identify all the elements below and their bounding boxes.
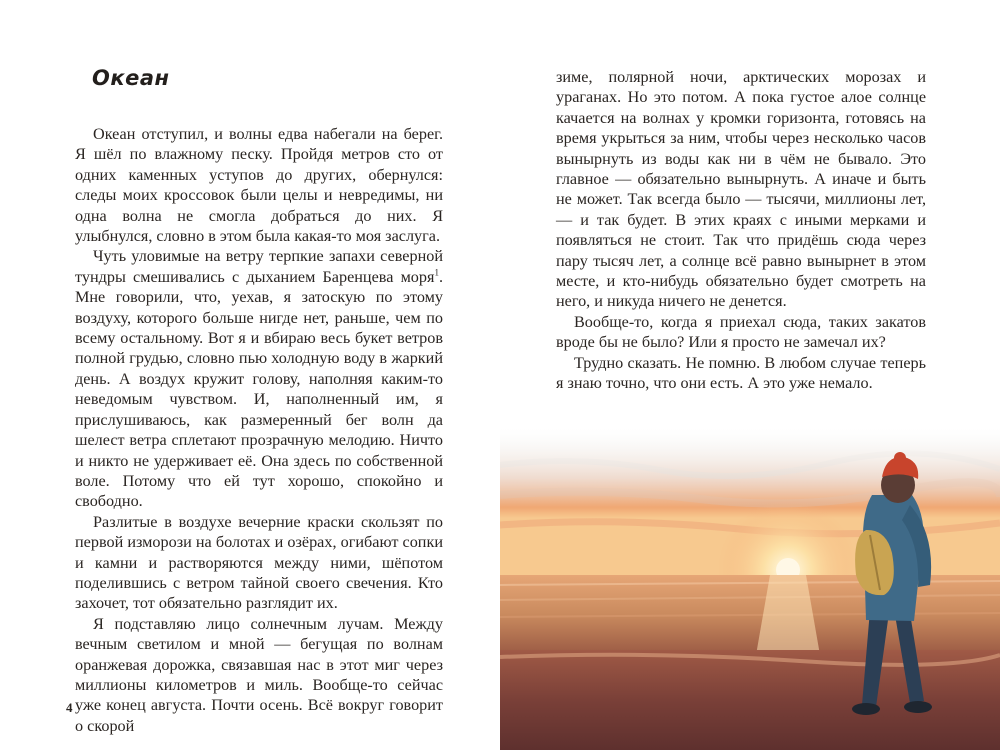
paragraph: Океан отступил, и волны едва набегали на берег. Я шёл по влажному песку. Пройдя метров сто от одних каменных уступов до других, обернулся: следы моих кроссовок были целы и невредимы, ни одна волна не смогла добраться до них. Я улыбнулся, словно в этом была какая-то моя заслуга. bbox=[75, 125, 443, 246]
paragraph: зиме, полярной ночи, арктических морозах и ураганах. Но это потом. А пока густое алое солнце качается на волнах у кромки горизонта, готовясь на время укрыться за ним, чтобы через несколько часов вынырнуть из воды как ни в чём не бывало. Это главное — обязательно вынырнуть. А иначе и быть не может. Так всегда было — тысячи, миллионы лет, — и так будет. В этих краях с иными мерками и появляться не стоит. Так что придёшь сюда через пару тысяч лет, а солнце всё равно вынырнет в этом месте, и кто-нибудь обязательно будет смотреть на него, и никуда ничего не денется. bbox=[556, 68, 926, 311]
paragraph bbox=[75, 246, 443, 511]
left-text-column bbox=[75, 124, 443, 736]
page-number: 4 bbox=[66, 700, 73, 715]
chapter-title: Океан bbox=[92, 66, 170, 90]
footnote-marker[interactable]: 1 bbox=[434, 267, 439, 278]
paragraph: Я подставляю лицо солнечным лучам. Между вечным светилом и мной — бегущая по волнам оранжевая дорожка, связавшая нас в этот миг через миллионы километров и миль. Вообще-то сейчас уже конец августа. Почти осень. Всё вокруг говорит о скорой bbox=[75, 614, 443, 735]
paragraph-text-tail: . Мне говорили, что, уехав, я затоскую по этому воздуху, которого больше нигде нет, раньше, чем по всему остальному. Вот я и вбираю весь букет ветров полной грудью, словно пью холодную воду в жаркий день. А воздух кружит голову, наполняя каким-то неведомым чувством. И, наполненный им, я прислушиваюсь, как размеренный бег волн да шелест ветра сплетают прозрачную мелодию. Ничто и никто не удерживает её. Она здесь по собственной воле. Потому что ей тут хорошо, спокойно и свободно. bbox=[75, 267, 443, 511]
sunset-painting bbox=[500, 425, 1000, 750]
left-shoe bbox=[852, 703, 880, 715]
paragraph: Вообще-то, когда я приехал сюда, таких закатов вроде бы не было? Или я просто не замечал их? bbox=[556, 312, 926, 352]
right-text-column bbox=[556, 67, 926, 394]
right-page bbox=[500, 0, 1000, 750]
paragraph: Разлитые в воздухе вечерние краски скользят по первой изморози на болотах и озёрах, огибают сопки и камни и растворяются между ними, шёпотом поделившись с ветром тайной своего свечения. Кто захочет, тот обязательно разглядит их. bbox=[75, 512, 443, 613]
paragraph: Трудно сказать. Не помню. В любом случае теперь я знаю точно, что они есть. А это уже немало. bbox=[556, 353, 926, 393]
sunset-illustration bbox=[500, 425, 1000, 750]
hat-pompom bbox=[894, 452, 906, 464]
right-shoe bbox=[904, 701, 932, 713]
paragraph-text: Чуть уловимые на ветру терпкие запахи северной тундры смешивались с дыханием Баренцева моря bbox=[75, 247, 443, 286]
top-fade bbox=[500, 425, 1000, 750]
